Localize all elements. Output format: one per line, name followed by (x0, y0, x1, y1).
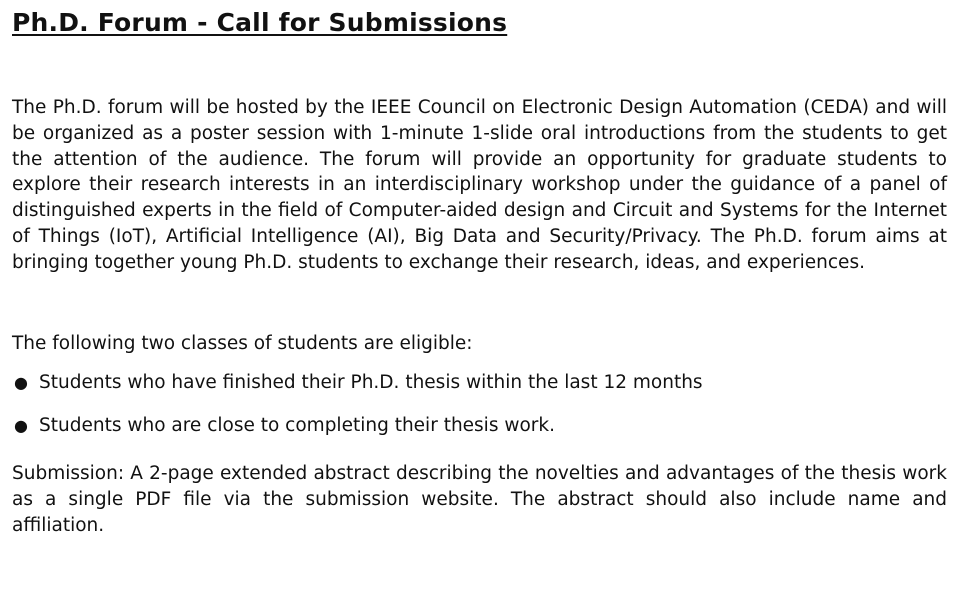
page-title: Ph.D. Forum - Call for Submissions (12, 8, 508, 37)
list-item-text: Students who have finished their Ph.D. thesis within the last 12 months (39, 372, 703, 394)
eligibility-heading: The following two classes of students are eligible: (12, 332, 473, 354)
submission-paragraph: Submission: A 2-page extended abstract describing the novelties and advantages of the thesis work as a single PDF file via the submission website. The abstract should also include name and affiliation. (12, 462, 947, 536)
list-item (12, 413, 947, 439)
bullet-icon: ● (14, 373, 28, 393)
intro-paragraph: The Ph.D. forum will be hosted by the IEEE Council on Electronic Design Automation (CEDA) and will be organized as a poster session with 1-minute 1-slide oral introductions from the students to get the attention of the audience. The forum will provide an opportunity for graduate students to explore their research interests in an interdisciplinary workshop under the guidance of a panel of distinguished experts in the field of Computer-aided design and Circuit and Systems for the Internet of Things (IoT), Artificial Intelligence (AI), Big Data and Security/Privacy. The Ph.D. forum aims at bringing together young Ph.D. students to exchange their research, ideas, and experiences. (12, 97, 947, 273)
list-item-text: Students who are close to completing their thesis work. (39, 415, 555, 437)
list-item (12, 370, 947, 396)
bullet-icon: ● (14, 416, 28, 436)
eligibility-list (12, 370, 947, 439)
